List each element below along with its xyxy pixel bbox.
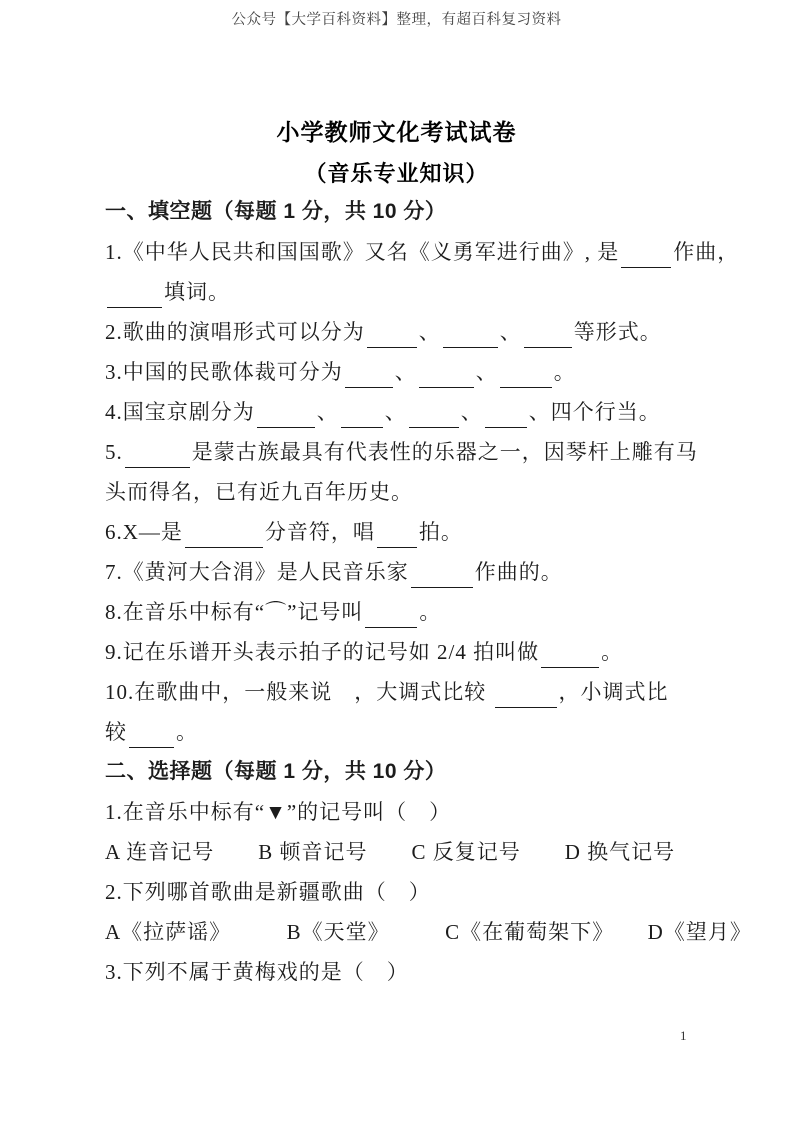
question-text: 、 <box>499 320 522 344</box>
answer-blank <box>485 405 527 428</box>
answer-blank <box>621 245 671 268</box>
question-text: 等形式。 <box>573 320 662 344</box>
question-line <box>105 592 695 632</box>
question-text: 2.歌曲的演唱形式可以分为 <box>105 320 365 344</box>
question-line <box>105 712 695 752</box>
question-text: 3.中国的民歌体裁可分为 <box>105 360 343 384</box>
question-text: 5. <box>105 440 123 464</box>
question-text: 2.下列哪首歌曲是新疆歌曲（ ） <box>105 880 431 904</box>
question-text: 。 <box>419 600 442 624</box>
question-text: 作曲的。 <box>474 560 563 584</box>
question-line <box>105 552 695 592</box>
question-text: 、 <box>460 400 483 424</box>
answer-blank <box>500 365 552 388</box>
question-line <box>105 352 695 392</box>
question-line <box>105 392 695 432</box>
question-text: 4.国宝京剧分为 <box>105 400 255 424</box>
answer-blank <box>411 565 473 588</box>
question-text: 头而得名，已有近九百年历史。 <box>105 480 413 504</box>
question-text: 1.在音乐中标有“▼”的记号叫（ ） <box>105 800 452 824</box>
answer-blank <box>367 325 417 348</box>
question-text: 3.下列不属于黄梅戏的是（ ） <box>105 960 409 984</box>
answer-blank <box>541 645 599 668</box>
watermark-line: 公众号【大学百科资料】整理，有超百科复习资料 <box>231 12 562 28</box>
answer-blank <box>185 525 263 548</box>
answer-blank <box>125 445 190 468</box>
question-text: 9.记在乐谱开头表示拍子的记号如 2/4 拍叫做 <box>105 640 540 664</box>
answer-blank <box>107 285 162 308</box>
question-text: 8.在音乐中标有“⌒”记号叫 <box>105 600 364 624</box>
answer-blank <box>257 405 315 428</box>
answer-blank <box>409 405 459 428</box>
question-text: 是蒙古族最具有代表性的乐器之一，因琴杆上雕有马 <box>191 440 698 464</box>
question-line <box>105 632 695 672</box>
question-text: 7.《黄河大合涓》是人民音乐家 <box>105 560 409 584</box>
question-line <box>105 952 695 992</box>
section-heading-1: 一、填空题（每题 1 分，共 10 分） <box>105 200 447 223</box>
question-line <box>105 672 695 712</box>
question-text: A《拉萨谣》 B《天堂》 C《在葡萄架下》 D《望月》 <box>105 920 752 944</box>
answer-blank <box>129 725 174 748</box>
question-text: 填词。 <box>164 280 230 304</box>
answer-blank <box>377 525 417 548</box>
question-text: 、 <box>394 360 417 384</box>
section-heading-2: 二、选择题（每题 1 分，共 10 分） <box>105 760 447 783</box>
question-line <box>105 912 752 952</box>
answer-blank <box>341 405 383 428</box>
answer-blank <box>345 365 393 388</box>
page-title: 小学教师文化考试试卷 <box>276 119 517 145</box>
question-line <box>105 232 740 272</box>
page-number: 1 <box>680 1028 687 1043</box>
question-line <box>105 312 695 352</box>
answer-blank <box>365 605 417 628</box>
question-text: 拍。 <box>418 520 463 544</box>
question-text: 分音符，唱 <box>264 520 375 544</box>
question-text: 、 <box>316 400 339 424</box>
question-text: ，小调式比 <box>558 680 669 704</box>
answer-blank <box>419 365 474 388</box>
question-text: 、 <box>475 360 498 384</box>
answer-blank <box>495 685 557 708</box>
question-line <box>105 272 695 312</box>
question-text: 6.X—是 <box>105 520 183 544</box>
question-text: 。 <box>601 640 624 664</box>
question-text: 较 <box>105 720 127 744</box>
question-line <box>105 872 695 912</box>
question-text: 。 <box>553 360 576 384</box>
question-line <box>105 472 695 512</box>
question-text: 、 <box>384 400 407 424</box>
question-text: 。 <box>176 720 198 744</box>
question-text: 、四个行当。 <box>528 400 661 424</box>
question-text: 作曲， <box>673 240 740 264</box>
question-line <box>105 432 698 472</box>
question-text: 、 <box>418 320 441 344</box>
question-line <box>105 792 695 832</box>
answer-blank <box>443 325 498 348</box>
question-line <box>105 832 695 872</box>
question-line <box>105 512 695 552</box>
answer-blank <box>524 325 572 348</box>
question-text: 10.在歌曲中，一般来说 ，大调式比较 <box>105 680 493 704</box>
question-text: A 连音记号 B 顿音记号 C 反复记号 D 换气记号 <box>105 840 676 864</box>
question-area <box>105 192 752 992</box>
question-text: 1.《中华人民共和国国歌》又名《义勇军进行曲》, 是 <box>105 240 620 264</box>
page-subtitle: （音乐专业知识） <box>304 161 489 186</box>
